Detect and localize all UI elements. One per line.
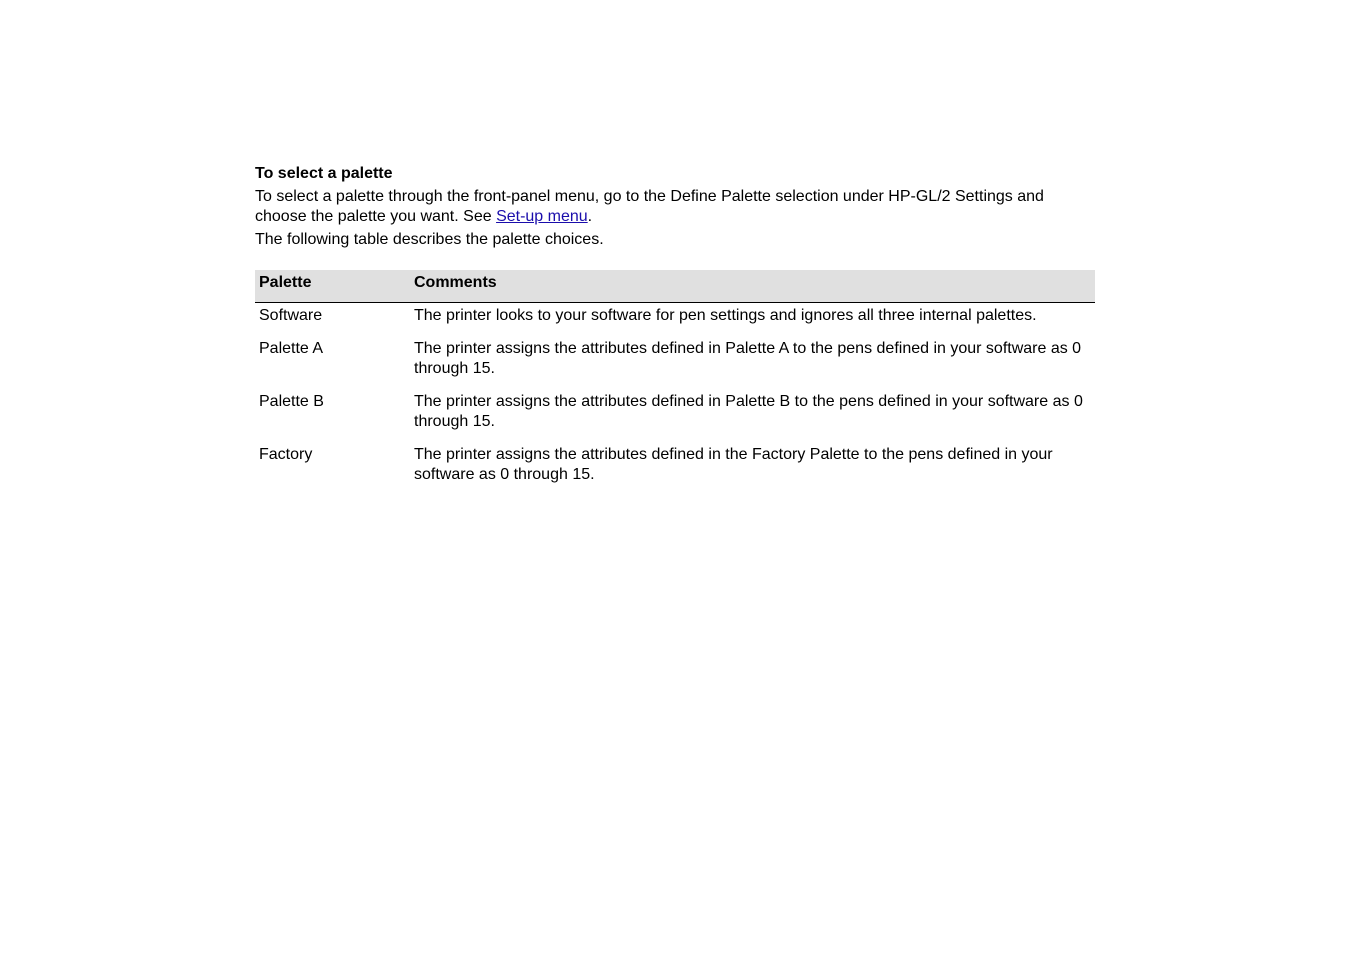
table-header-row [255, 270, 1095, 303]
header-comments: Comments [410, 270, 1095, 303]
table-row [255, 336, 1095, 389]
palette-table [255, 270, 1095, 495]
intro-paragraph-end: . [587, 208, 593, 225]
table-row [255, 442, 1095, 495]
section-heading: To select a palette [255, 165, 393, 182]
setup-menu-link[interactable]: Set-up menu [496, 208, 588, 225]
comments-cell: The printer assigns the attributes defined in Palette B to the pens defined in your software as 0 through 15. [414, 393, 1083, 430]
palette-cell: Factory [259, 446, 313, 463]
palette-cell: Software [259, 307, 323, 324]
document-content [255, 164, 1095, 495]
intro-paragraph [255, 187, 1095, 227]
comments-cell: The printer assigns the attributes defined in Palette A to the pens defined in your software as 0 through 15. [414, 340, 1082, 377]
table-row [255, 303, 1095, 337]
header-palette: Palette [255, 270, 410, 303]
comments-cell: The printer looks to your software for pen settings and ignores all three internal palettes. [414, 307, 1037, 324]
palette-cell: Palette B [259, 393, 324, 410]
intro-paragraph-text: To select a palette through the front-panel menu, go to the Define Palette selection under HP-GL/2 Settings and choose the palette you want. See [255, 188, 1044, 225]
palette-cell: Palette A [259, 340, 324, 357]
comments-cell: The printer assigns the attributes defined in the Factory Palette to the pens defined in your software as 0 through 15. [414, 446, 1053, 483]
table-row [255, 389, 1095, 442]
table-description-paragraph: The following table describes the palette choices. [255, 231, 604, 248]
